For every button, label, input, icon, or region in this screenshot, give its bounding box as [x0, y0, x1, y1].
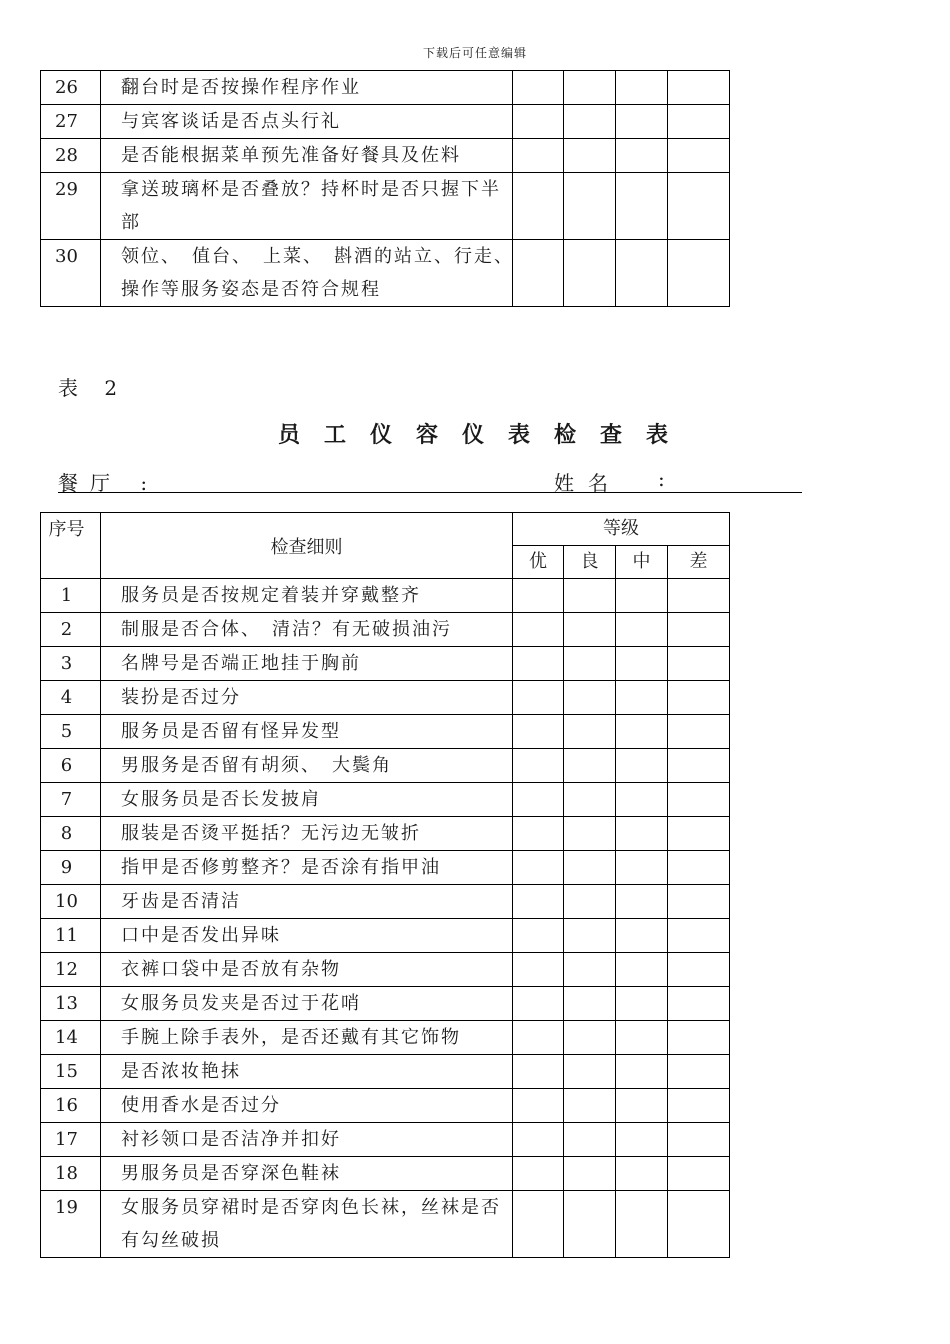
- grooming-checklist-table: [40, 512, 730, 1258]
- row-check-item: 手腕上除手表外，是否还戴有其它饰物: [101, 1021, 513, 1055]
- grade-cell-average[interactable]: [616, 749, 668, 783]
- grade-cell-poor[interactable]: [668, 919, 730, 953]
- row-number: 10: [41, 885, 101, 919]
- row-number: 6: [41, 749, 101, 783]
- table-row: [41, 579, 730, 613]
- grade-cell-average[interactable]: [616, 919, 668, 953]
- table-row: [41, 1157, 730, 1191]
- grade-cell-average[interactable]: [616, 105, 668, 139]
- grade-cell-poor[interactable]: [668, 647, 730, 681]
- header-grade-average: 中: [616, 546, 668, 579]
- grade-cell-average[interactable]: [616, 817, 668, 851]
- table-row: [41, 919, 730, 953]
- grade-cell-excellent[interactable]: [513, 613, 564, 647]
- grade-cell-excellent[interactable]: [513, 1157, 564, 1191]
- checklist-table-1-body: [41, 71, 730, 307]
- row-number: 7: [41, 783, 101, 817]
- grade-cell-poor[interactable]: [668, 885, 730, 919]
- grade-cell-poor[interactable]: [668, 817, 730, 851]
- row-number: 27: [41, 105, 101, 139]
- grade-cell-poor[interactable]: [668, 1055, 730, 1089]
- grade-cell-excellent[interactable]: [513, 919, 564, 953]
- table-row: [41, 71, 730, 105]
- row-number: 19: [41, 1191, 101, 1258]
- restaurant-label: 餐厅 :: [58, 471, 160, 495]
- row-check-item: 衣裤口袋中是否放有杂物: [101, 953, 513, 987]
- row-number: 18: [41, 1157, 101, 1191]
- grade-cell-excellent[interactable]: [513, 1055, 564, 1089]
- grade-cell-excellent[interactable]: [513, 715, 564, 749]
- row-check-item: 与宾客谈话是否点头行礼: [101, 105, 513, 139]
- row-number: 15: [41, 1055, 101, 1089]
- name-colon: :: [658, 467, 665, 491]
- grade-cell-good[interactable]: [564, 953, 616, 987]
- grade-cell-poor[interactable]: [668, 1021, 730, 1055]
- grade-cell-poor[interactable]: [668, 71, 730, 105]
- grade-cell-average[interactable]: [616, 1021, 668, 1055]
- row-number: 8: [41, 817, 101, 851]
- grade-cell-poor[interactable]: [668, 173, 730, 240]
- grade-cell-poor[interactable]: [668, 613, 730, 647]
- grade-cell-poor[interactable]: [668, 1123, 730, 1157]
- grade-cell-good[interactable]: [564, 783, 616, 817]
- grade-cell-average[interactable]: [616, 71, 668, 105]
- grade-cell-excellent[interactable]: [513, 783, 564, 817]
- grade-cell-good[interactable]: [564, 1157, 616, 1191]
- table-row: [41, 173, 730, 240]
- table-row: [41, 851, 730, 885]
- table-row: [41, 749, 730, 783]
- grade-cell-good[interactable]: [564, 919, 616, 953]
- grade-cell-excellent[interactable]: [513, 987, 564, 1021]
- grade-cell-excellent[interactable]: [513, 173, 564, 240]
- row-number: 5: [41, 715, 101, 749]
- grade-cell-average[interactable]: [616, 1055, 668, 1089]
- header-grade-excellent: 优: [513, 546, 564, 579]
- grade-cell-poor[interactable]: [668, 139, 730, 173]
- grade-cell-poor[interactable]: [668, 1191, 730, 1258]
- grade-cell-excellent[interactable]: [513, 579, 564, 613]
- row-number: 2: [41, 613, 101, 647]
- grade-cell-average[interactable]: [616, 1191, 668, 1258]
- grade-cell-good[interactable]: [564, 715, 616, 749]
- grade-cell-poor[interactable]: [668, 953, 730, 987]
- grade-cell-good[interactable]: [564, 139, 616, 173]
- row-number: 4: [41, 681, 101, 715]
- grade-cell-excellent[interactable]: [513, 1123, 564, 1157]
- grade-cell-poor[interactable]: [668, 715, 730, 749]
- row-number: 13: [41, 987, 101, 1021]
- checklist-table-1: [40, 70, 730, 307]
- grade-cell-excellent[interactable]: [513, 681, 564, 715]
- grade-cell-average[interactable]: [616, 613, 668, 647]
- grade-cell-excellent[interactable]: [513, 139, 564, 173]
- grade-cell-excellent[interactable]: [513, 1089, 564, 1123]
- row-number: 26: [41, 71, 101, 105]
- grade-cell-average[interactable]: [616, 851, 668, 885]
- header-grade-good: 良: [564, 546, 616, 579]
- header-grade-poor: 差: [668, 546, 730, 579]
- grade-cell-good[interactable]: [564, 1123, 616, 1157]
- table-label: 表 2: [58, 376, 128, 400]
- grade-cell-good[interactable]: [564, 1021, 616, 1055]
- row-check-item: 领位、 值台、 上菜、 斟酒的站立、行走、 操作等服务姿态是否符合规程: [101, 240, 513, 307]
- grade-cell-average[interactable]: [616, 681, 668, 715]
- row-check-item: 女服务员发夹是否过于花哨: [101, 987, 513, 1021]
- grade-cell-good[interactable]: [564, 71, 616, 105]
- row-check-item: 口中是否发出异味: [101, 919, 513, 953]
- form-meta-line: [58, 467, 802, 493]
- grade-cell-good[interactable]: [564, 817, 616, 851]
- row-check-item: 是否能根据菜单预先准备好餐具及佐料: [101, 139, 513, 173]
- row-check-item: 制服是否合体、 清洁？有无破损油污: [101, 613, 513, 647]
- grade-cell-poor[interactable]: [668, 749, 730, 783]
- grade-cell-excellent[interactable]: [513, 1021, 564, 1055]
- header-detail: 检查细则: [101, 513, 513, 579]
- grade-cell-good[interactable]: [564, 681, 616, 715]
- grade-cell-good[interactable]: [564, 613, 616, 647]
- grade-cell-average[interactable]: [616, 953, 668, 987]
- row-check-item: 牙齿是否清洁: [101, 885, 513, 919]
- row-check-item: 翻台时是否按操作程序作业: [101, 71, 513, 105]
- grade-cell-good[interactable]: [564, 173, 616, 240]
- row-number: 12: [41, 953, 101, 987]
- grade-cell-poor[interactable]: [668, 681, 730, 715]
- table-row: [41, 1191, 730, 1258]
- grade-cell-good[interactable]: [564, 105, 616, 139]
- name-label: 姓名: [554, 471, 622, 495]
- grade-cell-average[interactable]: [616, 173, 668, 240]
- table-row: [41, 240, 730, 307]
- grade-cell-poor[interactable]: [668, 240, 730, 307]
- grade-cell-excellent[interactable]: [513, 953, 564, 987]
- grade-cell-average[interactable]: [616, 987, 668, 1021]
- grade-cell-good[interactable]: [564, 240, 616, 307]
- grade-cell-average[interactable]: [616, 1089, 668, 1123]
- grade-cell-average[interactable]: [616, 783, 668, 817]
- grade-cell-poor[interactable]: [668, 851, 730, 885]
- table-row: [41, 817, 730, 851]
- grade-cell-excellent[interactable]: [513, 1191, 564, 1258]
- row-check-item: 衬衫领口是否洁净并扣好: [101, 1123, 513, 1157]
- grade-cell-good[interactable]: [564, 987, 616, 1021]
- grade-cell-average[interactable]: [616, 1157, 668, 1191]
- grade-cell-excellent[interactable]: [513, 817, 564, 851]
- grade-cell-poor[interactable]: [668, 1157, 730, 1191]
- grooming-checklist-header: [41, 513, 730, 579]
- row-check-item: 男服务是否留有胡须、 大鬓角: [101, 749, 513, 783]
- grade-cell-excellent[interactable]: [513, 71, 564, 105]
- grade-cell-good[interactable]: [564, 1089, 616, 1123]
- form-title: 员工仪容仪表检查表: [277, 422, 692, 448]
- grade-cell-average[interactable]: [616, 885, 668, 919]
- grade-cell-average[interactable]: [616, 1123, 668, 1157]
- grade-cell-good[interactable]: [564, 647, 616, 681]
- row-number: 17: [41, 1123, 101, 1157]
- grade-cell-poor[interactable]: [668, 105, 730, 139]
- table-row: [41, 613, 730, 647]
- table-row: [41, 1089, 730, 1123]
- grade-cell-average[interactable]: [616, 647, 668, 681]
- grooming-checklist-body: [41, 579, 730, 1258]
- grade-cell-poor[interactable]: [668, 987, 730, 1021]
- table-row: [41, 1021, 730, 1055]
- grade-cell-good[interactable]: [564, 749, 616, 783]
- row-number: 30: [41, 240, 101, 307]
- grade-cell-average[interactable]: [616, 579, 668, 613]
- grade-cell-good[interactable]: [564, 579, 616, 613]
- row-number: 11: [41, 919, 101, 953]
- row-number: 1: [41, 579, 101, 613]
- grade-cell-average[interactable]: [616, 139, 668, 173]
- row-number: 3: [41, 647, 101, 681]
- table-row: [41, 953, 730, 987]
- row-number: 28: [41, 139, 101, 173]
- table-row: [41, 105, 730, 139]
- table-row: [41, 1055, 730, 1089]
- grade-cell-poor[interactable]: [668, 579, 730, 613]
- table-row: [41, 647, 730, 681]
- table-row: [41, 1123, 730, 1157]
- table-row: [41, 681, 730, 715]
- row-check-item: 是否浓妆艳抹: [101, 1055, 513, 1089]
- grade-cell-good[interactable]: [564, 1191, 616, 1258]
- table-row: [41, 885, 730, 919]
- grade-cell-poor[interactable]: [668, 783, 730, 817]
- row-check-item: 女服务员是否长发披肩: [101, 783, 513, 817]
- table-row: [41, 783, 730, 817]
- grade-cell-excellent[interactable]: [513, 885, 564, 919]
- page-header-note: 下载后可任意编辑: [422, 46, 527, 60]
- row-check-item: 拿送玻璃杯是否叠放？持杯时是否只握下半部: [101, 173, 513, 240]
- row-check-item: 指甲是否修剪整齐？是否涂有指甲油: [101, 851, 513, 885]
- table-row: [41, 139, 730, 173]
- grade-cell-excellent[interactable]: [513, 749, 564, 783]
- row-check-item: 男服务员是否穿深色鞋袜: [101, 1157, 513, 1191]
- row-check-item: 使用香水是否过分: [101, 1089, 513, 1123]
- grade-cell-excellent[interactable]: [513, 105, 564, 139]
- row-check-item: 服务员是否按规定着装并穿戴整齐: [101, 579, 513, 613]
- grade-cell-excellent[interactable]: [513, 647, 564, 681]
- row-check-item: 女服务员穿裙时是否穿肉色长袜，丝袜是否有勾丝破损: [101, 1191, 513, 1258]
- row-check-item: 装扮是否过分: [101, 681, 513, 715]
- grade-cell-average[interactable]: [616, 715, 668, 749]
- row-check-item: 服务员是否留有怪异发型: [101, 715, 513, 749]
- row-number: 16: [41, 1089, 101, 1123]
- grade-cell-good[interactable]: [564, 1055, 616, 1089]
- grade-cell-average[interactable]: [616, 240, 668, 307]
- table-row: [41, 715, 730, 749]
- row-number: 9: [41, 851, 101, 885]
- header-seq: 序号: [41, 513, 101, 579]
- grade-cell-good[interactable]: [564, 851, 616, 885]
- grade-cell-poor[interactable]: [668, 1089, 730, 1123]
- row-number: 29: [41, 173, 101, 240]
- table-row: [41, 987, 730, 1021]
- grade-cell-excellent[interactable]: [513, 851, 564, 885]
- row-check-item: 名牌号是否端正地挂于胸前: [101, 647, 513, 681]
- row-number: 14: [41, 1021, 101, 1055]
- header-grade: 等级: [513, 513, 730, 546]
- row-check-item: 服装是否烫平挺括？无污边无皱折: [101, 817, 513, 851]
- grade-cell-good[interactable]: [564, 885, 616, 919]
